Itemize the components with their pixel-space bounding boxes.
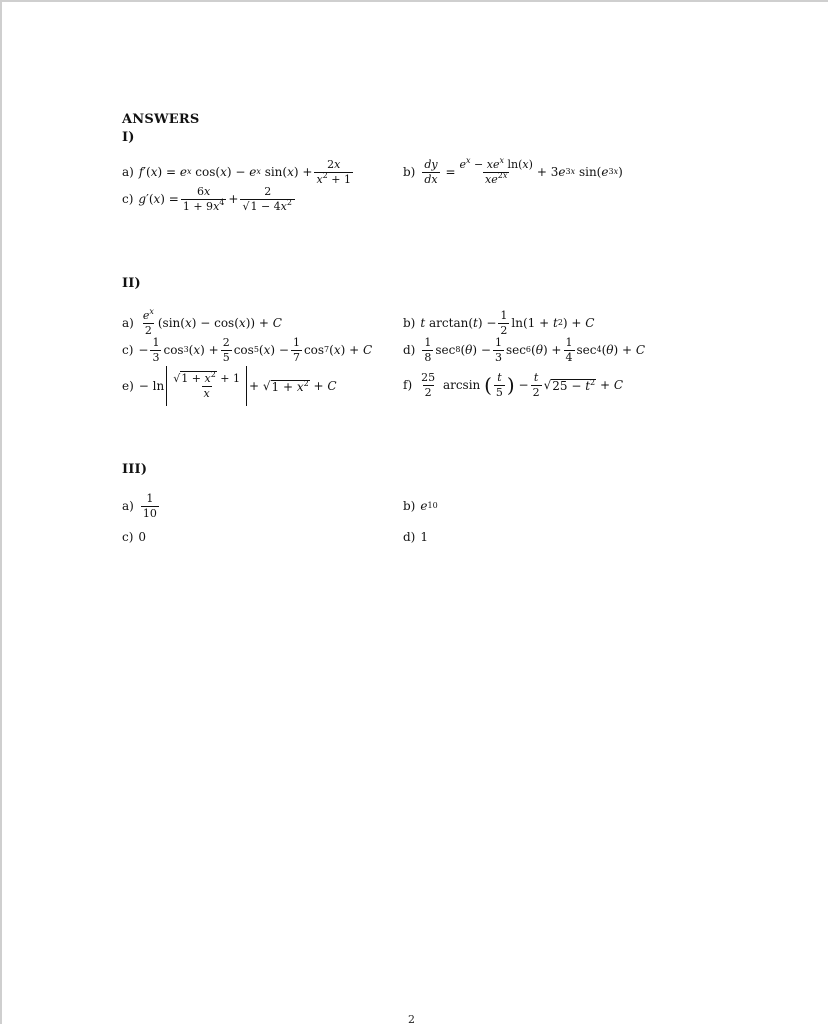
answer-2b: b) t arctan( t ) − $\frac{1}{2}$ ln(1 + t 2 ) + C xyxy=(403,309,595,337)
answer-label: b) xyxy=(403,499,416,513)
answer-3c: c) 0 xyxy=(122,530,147,544)
answer-2d: d) $\frac{1}{8}$ sec 8 ( θ ) − $\frac{1}{3}$ sec 6 ( θ ) + $\frac{1}{4}$ sec 4 ( θ ) + C xyxy=(403,336,646,364)
answer-label: c) xyxy=(122,192,134,207)
answer-2a: a) $\frac{e^x}{2}$ (sin( x ) − cos( x )) + C xyxy=(122,307,282,337)
answer-3b: b) e 10 xyxy=(403,499,438,513)
answer-label: d) xyxy=(403,530,416,544)
section-3-label: III) xyxy=(122,462,148,477)
answer-1c: c) g ′( x ) = $\frac{6x}{1 + 9x^4}$ + $\frac{2}{√1 - 4x^2}$ xyxy=(122,186,297,212)
answer-2c: c) − $\frac{1}{3}$ cos 3 ( x ) + $\frac{2}{5}$ cos 5 ( x ) − $\frac{1}{7}$ cos 7 ( x ) + C xyxy=(122,336,373,364)
answer-3d: d) 1 xyxy=(403,530,429,544)
answer-label: d) xyxy=(403,343,416,358)
answer-label: b) xyxy=(403,316,416,331)
answer-label: a) xyxy=(122,499,134,514)
answer-label: c) xyxy=(122,530,134,544)
answer-label: e) xyxy=(122,379,134,393)
answer-label: b) xyxy=(403,165,416,180)
answer-1b: b) $\frac{dy}{dx}$ = $\frac{e^x - xe^x \ln(x)}{xe^{2x}}$ + 3 e 3x sin( e 3x ) xyxy=(403,156,623,186)
page-number: 2 xyxy=(408,1013,415,1026)
document-title: ANSWERS xyxy=(122,112,200,127)
answer-label: f) xyxy=(403,378,413,393)
answer-label: c) xyxy=(122,343,134,358)
answer-3a: a) $\frac{1}{10}$ xyxy=(122,492,157,520)
answer-label: a) xyxy=(122,165,134,180)
answer-2f: f) $\frac{25}{2}$ arcsin ( $\frac{t}{5}$ ) − $\frac{t}{2}$ √ $25 - t^2$ + C xyxy=(403,371,623,399)
answer-label: a) xyxy=(122,316,134,331)
answer-1a: a) f ′( x ) = e x cos( x ) − e x sin( x ) + $\frac{2x}{x^2 + 1}$ xyxy=(122,158,351,186)
section-2-label: II) xyxy=(122,276,141,291)
section-1-label: I) xyxy=(122,130,135,145)
page-left-border xyxy=(0,0,2,1024)
answer-2e: e) − ln $\frac{√1 + x^2 + 1}{x}$ + √ $1 + x^2$ + C xyxy=(122,366,337,406)
page-top-border xyxy=(0,0,828,2)
